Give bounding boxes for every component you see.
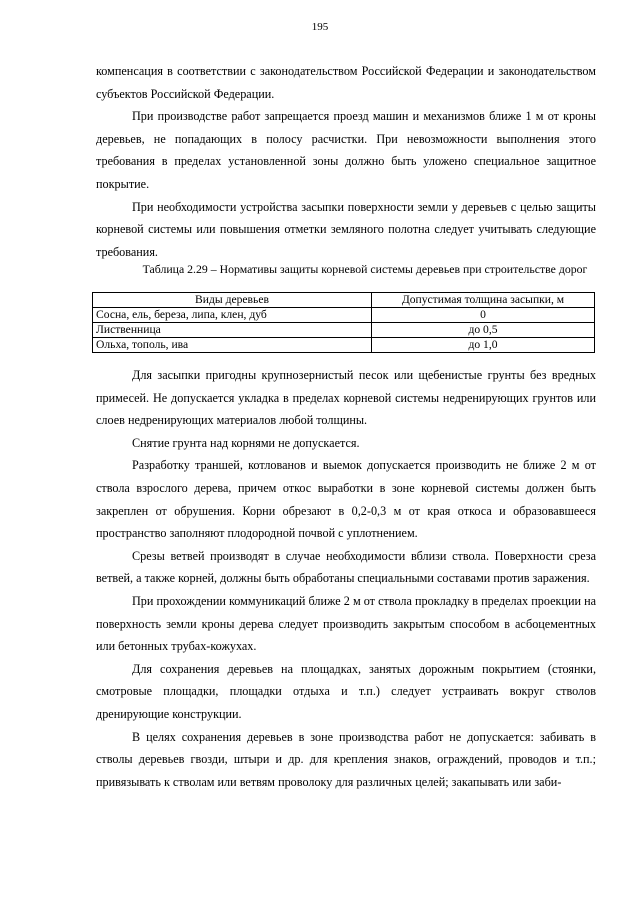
table-row xyxy=(93,323,595,338)
paragraph: При производстве работ запрещается проезд машин и механизмов ближе 1 м от кроны деревьев, не попадающих в полосу расчистки. При невозможности выполнения этого требования в пределах установленной зоны должно быть уложено специальное защитное покрытие. xyxy=(96,109,596,191)
paragraph: В целях сохранения деревьев в зоне производства работ не допускается: забивать в стволы деревьев гвозди, штыри и др. для крепления знаков, ограждений, проводов и т.п.; привязывать к стволам или ветвям проволоку для различных целей; закапывать или заби- xyxy=(96,729,596,789)
table-caption: Таблица 2.29 – Нормативы защиты корневой системы деревьев при строительстве дорог xyxy=(142,262,588,276)
fill-thickness-cell: 0 xyxy=(372,308,595,323)
root-protection-table xyxy=(92,292,595,353)
column-header: Виды деревьев xyxy=(93,293,372,308)
paragraph: Для засыпки пригодны крупнозернистый песок или щебенистые грунты без вредных примесей. Не допускается укладка в пределах корневой системы недренирующих грунтов или слоев недренирующих материалов любой толщины. xyxy=(96,368,596,428)
fill-thickness-cell: до 1,0 xyxy=(372,338,595,353)
paragraph: Снятие грунта над корнями не допускается. xyxy=(132,435,360,450)
table-row xyxy=(93,308,595,323)
body-text-top xyxy=(96,60,596,263)
column-header: Допустимая толщина засыпки, м xyxy=(372,293,595,308)
fill-thickness-cell: до 0,5 xyxy=(372,323,595,338)
paragraph: При прохождении коммуникаций ближе 2 м от ствола прокладку в пределах проекции на поверхность земли кроны дерева следует производить закрытым способом в асбоцементных или бетонных трубах-кожухах. xyxy=(96,593,596,654)
paragraph: компенсация в соответствии с законодательством Российской Федерации и законодательством субъектов Российской Федерации. xyxy=(96,64,596,101)
paragraph: При необходимости устройства засыпки поверхности земли у деревьев с целью защиты корневой системы или повышения отметки земляного полотна следует учитывать следующие требования. xyxy=(96,199,596,259)
paragraph: Срезы ветвей производят в случае необходимости вблизи ствола. Поверхности среза ветвей, а также корней, должны быть обработаны специальными составами против заражения. xyxy=(96,548,596,586)
paragraph: Для сохранения деревьев на площадках, занятых дорожным покрытием (стоянки, смотровые площадки, площадки отдыха и т.п.) следует устраивать вокруг стволов дренирующие конструкции. xyxy=(96,661,596,721)
paragraph: Разработку траншей, котлованов и выемок допускается производить не ближе 2 м от ствола взрослого дерева, причем откос выработки в зоне корневой системы должен быть закреплен от обрушения. Корни обрезают в 0,2-0,3 м от края откоса и образовавшееся пространство заполняют плодородной почвой с уплотнением. xyxy=(96,458,596,541)
body-text-bottom xyxy=(96,364,596,793)
page-number: 195 xyxy=(311,21,329,33)
tree-species-cell: Сосна, ель, береза, липа, клен, дуб xyxy=(93,308,372,323)
table-header-row xyxy=(93,293,595,308)
tree-species-cell: Ольха, тополь, ива xyxy=(93,338,372,353)
table-row xyxy=(93,338,595,353)
tree-species-cell: Лиственница xyxy=(93,323,372,338)
